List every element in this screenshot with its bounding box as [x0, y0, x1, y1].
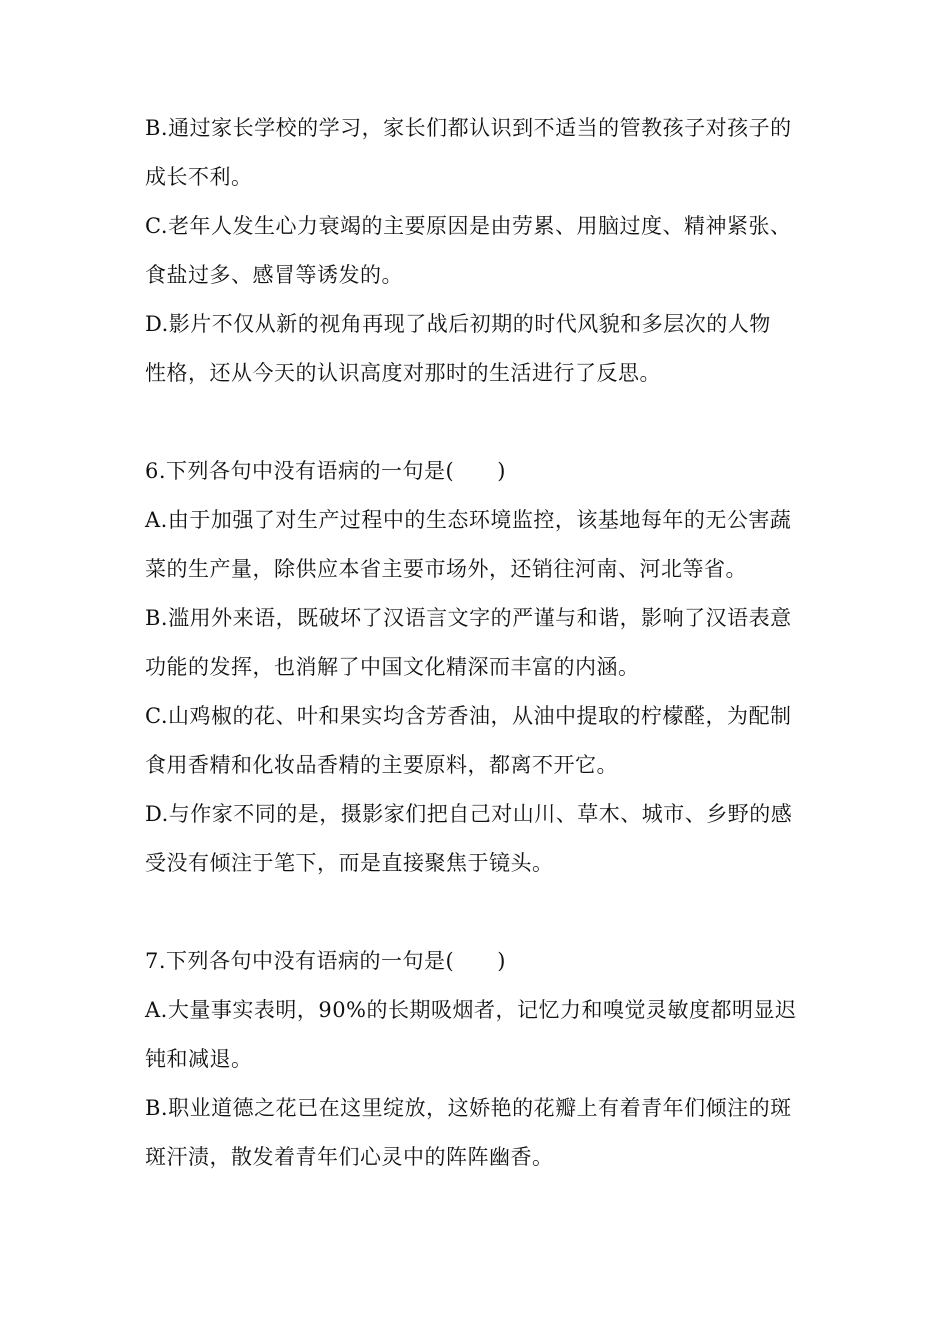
- q6-option-a-line1: A.由于加强了对生产过程中的生态环境监控，该基地每年的无公害蔬: [145, 508, 792, 532]
- q6-option-b-line1: B.滥用外来语，既破坏了汉语言文字的严谨与和谐，影响了汉语表意: [145, 606, 792, 630]
- q7-option-a-line1: A.大量事实表明，90%的长期吸烟者，记忆力和嗅觉灵敏度都明显迟: [145, 998, 797, 1022]
- document-page: [145, 114, 825, 1171]
- q6-option-a-line2: 菜的生产量，除供应本省主要市场外，还销往河南、河北等省。: [145, 557, 747, 581]
- q6-option-c-line2: 食用香精和化妆品香精的主要原料，都离不开它。: [145, 753, 618, 777]
- q6-stem: 6.下列各句中没有语病的一句是( ): [145, 459, 506, 483]
- q6-option-b-line2: 功能的发挥，也消解了中国文化精深而丰富的内涵。: [145, 655, 640, 679]
- q6-option-c-line1: C.山鸡椒的花、叶和果实均含芳香油，从油中提取的柠檬醛，为配制: [145, 704, 792, 728]
- q6-option-d-line2: 受没有倾注于笔下，而是直接聚焦于镜头。: [145, 851, 554, 875]
- q5-option-b-line1: B.通过家长学校的学习，家长们都认识到不适当的管教孩子对孩子的: [145, 116, 792, 140]
- q5-option-c-line1: C.老年人发生心力衰竭的主要原因是由劳累、用脑过度、精神紧张、: [145, 214, 792, 238]
- q6-option-d-line1: D.与作家不同的是，摄影家们把自己对山川、草木、城市、乡野的感: [145, 802, 793, 826]
- q7-stem: 7.下列各句中没有语病的一句是( ): [145, 949, 506, 973]
- q5-option-d-line2: 性格，还从今天的认识高度对那时的生活进行了反思。: [145, 361, 661, 385]
- q7-option-b-line1: B.职业道德之花已在这里绽放，这娇艳的花瓣上有着青年们倾注的斑: [145, 1096, 792, 1120]
- q5-option-d-line1: D.影片不仅从新的视角再现了战后初期的时代风貌和多层次的人物: [145, 312, 771, 336]
- q5-option-b-line2: 成长不利。: [145, 165, 253, 189]
- q5-option-c-line2: 食盐过多、感冒等诱发的。: [145, 263, 403, 287]
- q7-option-b-line2: 斑汗渍，散发着青年们心灵中的阵阵幽香。: [145, 1145, 554, 1169]
- q7-option-a-line2: 钝和减退。: [145, 1047, 253, 1071]
